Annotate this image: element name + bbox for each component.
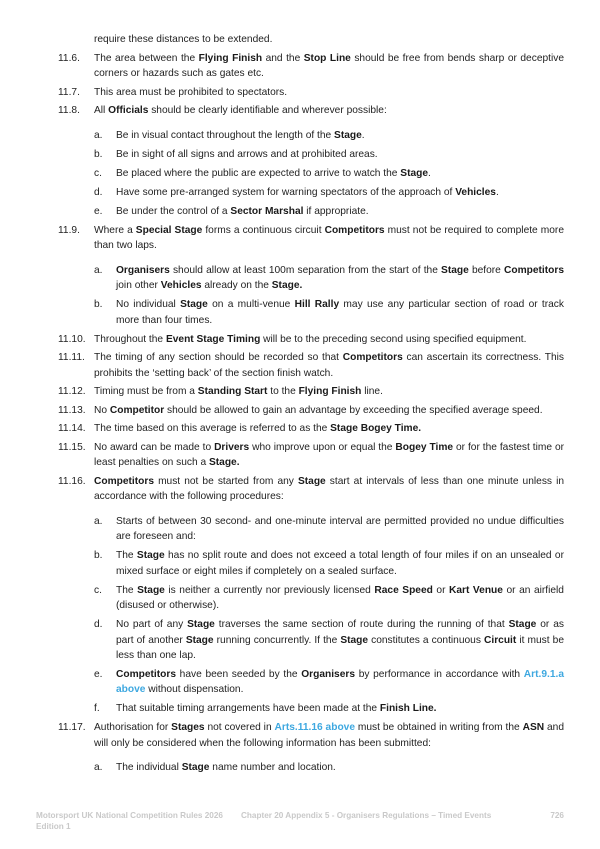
sub-letter: a. [94,515,103,527]
clause-11-8-a [58,128,564,143]
text: to the [267,386,299,398]
text: can ascertain its correctness. This prohibits the ‘setting back’ of the section finish watch. [94,352,564,379]
defined-term: Stage [441,264,469,276]
defined-term: Stages [171,722,205,734]
clause-11-8-e [58,204,564,219]
defined-term: Standing Start [197,386,268,398]
clause-11-16-c [58,583,564,614]
page-number: 726 [550,811,564,820]
defined-term: Kart Venue [449,584,503,596]
clause-11-10 [58,332,564,347]
text: running concurrently. If the [213,634,341,646]
text: start at intervals of less than one minute unless in accordance with the following procedures: [94,475,564,503]
text: That suitable timing arrangements have been made at the [116,703,380,715]
clause-11-11 [58,350,564,381]
text: Timing must be from a [94,386,198,398]
text: may use any particular section of road or track more than four times. [116,299,564,326]
defined-term: Stage [181,762,210,774]
sub-letter: e. [94,669,103,680]
defined-term: Stage [137,584,165,596]
clause-11-16-e [58,667,564,698]
defined-term: Stage [185,634,214,646]
clause-11-15 [58,440,564,471]
text: . [428,167,431,179]
text: is neither a currently nor previously licensed [164,584,375,596]
text: should be clearly identifiable and wherever possible: [148,105,387,117]
defined-term: Competitors [116,669,176,680]
text: must not be started from any [154,475,298,487]
footer-publication: Motorsport UK National Competition Rules 2026 Edition 1 [36,811,223,831]
defined-term: Stage Bogey Time. [330,423,422,435]
defined-term: Organisers [116,264,170,276]
text: should be allowed to gain an advantage by exceeding the specified average speed. [164,404,543,416]
clause-11-16-a [58,514,564,545]
clause-11-16-f [58,701,564,716]
defined-term: Organisers [301,669,356,680]
defined-term: Competitors [94,475,154,487]
text: or an airfield (disused or otherwise). [116,584,564,612]
clause-11-17 [58,720,564,751]
text: who improve upon or equal the [249,441,396,453]
footer-chapter: Chapter 20 Appendix 5 - Organisers Regulations – Timed Events [241,811,492,820]
defined-term: Finish Line. [379,703,437,715]
text: No individual [116,299,181,311]
defined-term: Stage [334,129,362,141]
text: name number and location. [209,762,336,774]
clause-11-8-b [58,147,564,162]
clause-11-16 [58,474,564,505]
text: The individual [116,762,182,774]
text: The time based on this average is referred to as the [94,423,331,435]
text: join other [116,280,161,292]
text: has no split route and does not exceed a total length of four miles if on an unsealed or mixed surface or eight miles if completely on a sealed surface. [116,550,564,577]
sub-letter: d. [94,186,103,198]
text: on a multi-venue [207,299,295,311]
text: No award can be made to [94,441,215,453]
text: Be in sight of all signs and arrows and at prohibited areas. [116,148,378,160]
text: traverses the same section of route during the running of that [214,619,509,631]
clause-number: 11.14. [58,423,86,435]
defined-term: Hill Rally [294,299,340,311]
clause-number: 11.12. [58,386,86,398]
text: Starts of between 30 second- and one-minute interval are permitted provided no undue difficulties are foreseen and: [116,515,564,543]
sub-letter: e. [94,205,103,217]
text: Be under the control of a [116,205,231,217]
clause-number: 11.11. [58,352,85,364]
text: The area between the [94,52,199,64]
defined-term: Vehicles [455,186,496,198]
sub-letter: c. [94,584,102,596]
clause-11-9-b [58,297,564,328]
defined-term: Stop Line [303,52,351,64]
sub-letter: c. [94,167,102,179]
text: by performance in accordance with [355,669,524,680]
defined-term: Event Stage Timing [165,333,261,345]
clause-11-13 [58,403,564,418]
clause-11-5-continuation [58,32,564,47]
text: No [94,404,110,416]
clause-11-8 [58,103,564,118]
clause-11-12 [58,384,564,399]
defined-term: Circuit [484,634,517,646]
defined-term: Vehicles [160,280,202,292]
defined-term: Stage. [208,457,240,469]
clause-11-16-d [58,617,564,663]
text: it must be less than one lap. [116,634,564,661]
defined-term: Stage. [271,280,303,292]
text: before [468,264,504,276]
clause-11-9-a [58,263,564,294]
sub-letter: b. [94,550,103,562]
defined-term: Bogey Time [395,441,454,453]
text: . [361,129,365,141]
rules-body [58,32,564,779]
clause-number: 11.6. [58,52,80,64]
defined-term: Competitors [504,264,564,276]
sub-letter: a. [94,762,103,774]
sub-letter: a. [94,129,103,141]
sub-letter: d. [94,619,103,631]
defined-term: Flying Finish [198,52,263,64]
text: All [94,105,109,117]
clause-number: 11.9. [58,224,80,236]
text: should be free from bends sharp or deceptive corners or hazards such as gates etc. [94,52,565,79]
text: The [116,584,138,596]
text: require these distances to be extended. [94,34,273,45]
clause-11-14 [58,421,564,436]
clause-11-9 [58,223,564,254]
defined-term: Competitors [342,352,403,364]
text: This area must be prohibited to spectators. [94,86,288,98]
defined-term: Drivers [214,441,250,453]
text: and will only be considered when the following information has been submitted: [94,722,565,749]
text: or as part of another [116,619,564,646]
defined-term: Stage [136,550,165,562]
defined-term: Officials [108,105,149,117]
text: . [495,186,499,198]
defined-term: Race Speed [374,584,433,596]
clause-11-6 [58,51,564,82]
clause-number: 11.13. [58,404,86,416]
text: forms a continuous circuit [202,224,325,236]
text: will be to the preceding second using specified equipment. [260,333,527,345]
text: The [116,550,137,562]
defined-term: Competitors [324,224,385,236]
clause-number: 11.10. [58,333,86,345]
text: Have some pre-arranged system for warning spectators of the approach of [116,186,456,198]
defined-term: Stage [180,299,208,311]
text: should allow at least 100m separation from the start of the [169,264,442,276]
sub-letter: f. [94,703,100,715]
clause-number: 11.8. [58,105,80,117]
sub-letter: a. [94,264,103,276]
text: or for the fastest time or least penalties on such a [94,441,565,469]
clause-11-8-c [58,166,564,181]
defined-term: Stage [297,475,326,487]
text: already on the [201,280,272,292]
defined-term: Stage [400,167,429,179]
sub-letter: b. [94,148,103,160]
text: Authorisation for [94,722,172,734]
defined-term: Stage [340,634,369,646]
clause-number: 11.15. [58,441,86,453]
text: Throughout the [94,333,166,345]
text: No part of any [116,619,188,631]
text: if appropriate. [303,205,369,217]
text: Be in visual contact throughout the length of the [116,129,335,141]
text: Where a [94,224,136,236]
text: constitutes a continuous [368,634,484,646]
defined-term: ASN [522,722,545,734]
cross-reference-link[interactable]: Arts.11.16 above [274,722,355,734]
defined-term: Stage [187,619,215,631]
text: have been seeded by the [176,669,302,680]
clause-number: 11.7. [58,86,80,98]
defined-term: Special Stage [135,224,203,236]
clause-11-17-a [58,760,564,775]
text: Be placed where the public are expected to arrive to watch the [116,167,401,179]
sub-letter: b. [94,299,103,311]
text: not covered in [204,722,275,734]
clause-11-8-d [58,185,564,200]
text: and the [262,52,304,64]
text: without dispensation. [145,684,244,696]
text: The timing of any section should be recorded so that [94,352,343,364]
text: or [432,584,449,596]
clause-number: 11.17. [58,722,86,734]
cross-reference-link[interactable]: Art.9.1.a above [116,669,564,696]
defined-term: Sector Marshal [230,205,304,217]
defined-term: Flying Finish [298,386,362,398]
text: must not be required to complete more than two laps. [94,224,564,252]
defined-term: Competitor [109,404,165,416]
clause-11-16-b [58,548,564,579]
clause-number: 11.16. [58,475,86,487]
clause-11-7 [58,85,564,100]
defined-term: Stage [508,619,537,631]
text: must be obtained in writing from the [355,722,523,734]
text: line. [361,386,383,398]
